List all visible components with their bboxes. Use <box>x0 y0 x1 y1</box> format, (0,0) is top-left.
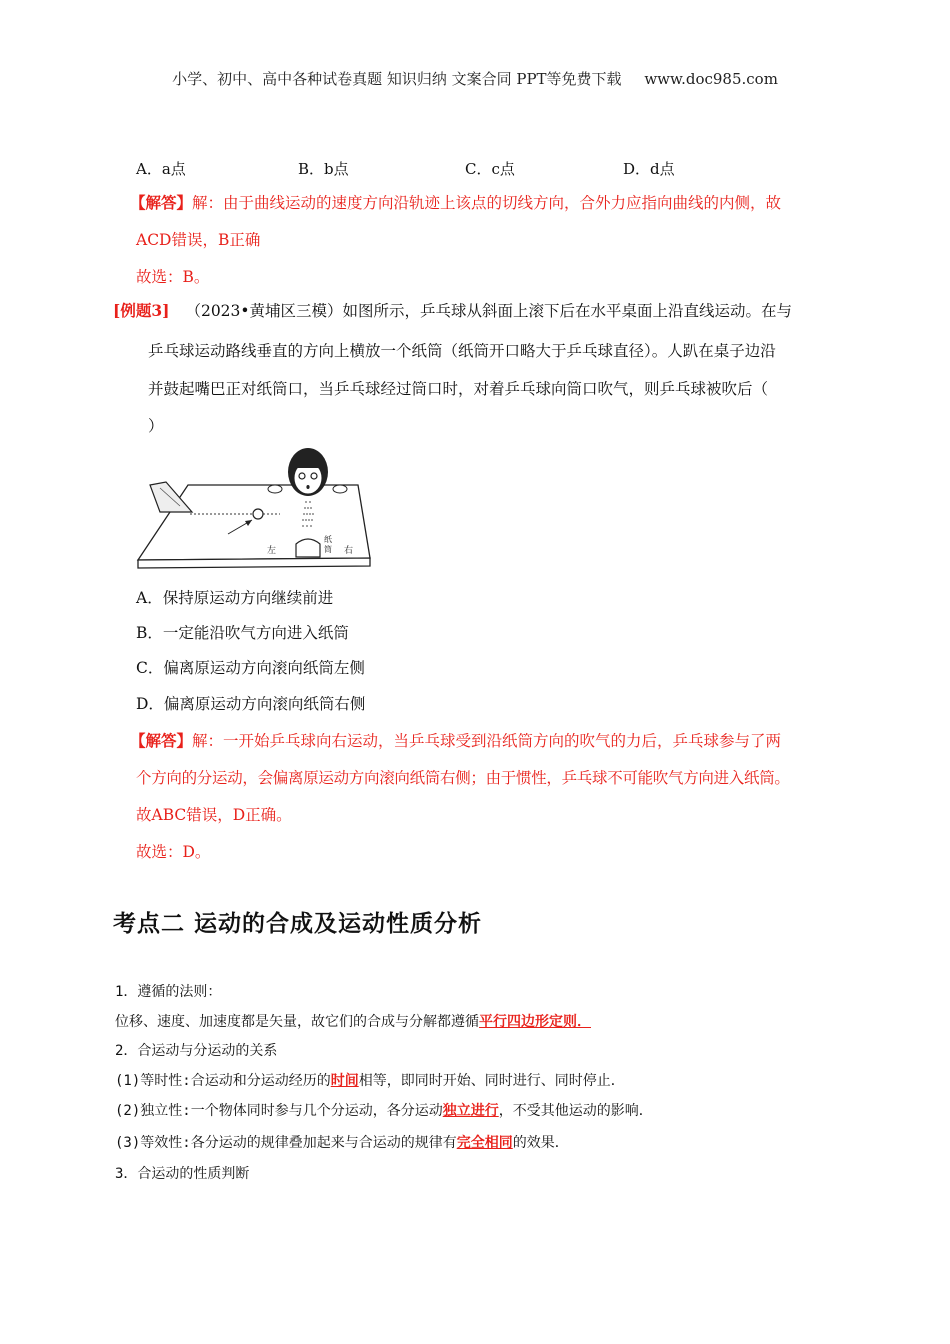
line-a-pre: (1)等时性:合运动和分运动经历的 <box>115 1073 331 1089</box>
person-hand-right <box>333 485 347 493</box>
q3-tag: [例题3] <box>113 301 170 320</box>
paper-tube <box>296 539 320 557</box>
line-b-pre: (2)独立性:一个物体同时参与几个分运动，各分运动 <box>115 1103 443 1119</box>
q3-option-d: D．偏离原运动方向滚向纸筒右侧 <box>136 695 366 713</box>
q2-answer-line1 <box>130 193 781 213</box>
table-edge <box>138 558 370 568</box>
line-b-highlight: 独立进行 <box>442 1103 499 1119</box>
line-b-post: ，不受其他运动的影响． <box>498 1103 653 1119</box>
section-item1-head: 1．遵循的法则： <box>115 984 222 1000</box>
q3-answer-line3: 故ABC错误，D正确。 <box>136 806 292 824</box>
line-c-highlight: 完全相同 <box>456 1135 513 1151</box>
q2-choice: 故选：B。 <box>136 268 210 286</box>
label-tube-1: 纸 <box>324 535 332 544</box>
section-item3-head: 3．合运动的性质判断 <box>115 1166 250 1182</box>
q2-option-b: B．b点 <box>298 160 349 178</box>
q3-answer-tag: 【解答】 <box>130 731 193 750</box>
ping-pong-ball <box>253 509 263 519</box>
q3-answer-line2: 个方向的分运动，会偏离原运动方向滚向纸筒右侧；由于惯性，乒乓球不可能吹气方向进入纸筒。 <box>136 769 790 787</box>
section-item1-body <box>115 1013 591 1031</box>
q2-answer-text1: 解：由于曲线运动的速度方向沿轨迹上该点的切线方向，合外力应指向曲线的内侧，故 <box>192 194 782 212</box>
section-title: 考点二 运动的合成及运动性质分析 <box>113 911 483 937</box>
q2-option-c: C．c点 <box>465 160 515 178</box>
q2-option-a: A．a点 <box>136 160 186 178</box>
q3-stem-line2: 乒乓球运动路线垂直的方向上横放一个纸筒（纸筒开口略大于乒乓球直径）。人趴在桌子边沿 <box>148 342 776 360</box>
q3-choice: 故选：D。 <box>136 843 211 861</box>
section-line-a <box>115 1072 625 1090</box>
q3-stem-line4: ） <box>148 417 164 435</box>
q3-figure <box>130 440 380 570</box>
q3-answer-line1 <box>130 731 781 751</box>
person-eye-right <box>311 473 317 479</box>
q3-stem-line1 <box>113 301 792 321</box>
q3-option-c: C．偏离原运动方向滚向纸筒左侧 <box>136 659 365 677</box>
person-mouth <box>306 485 309 489</box>
line-c-post: 的效果． <box>512 1135 569 1151</box>
person-eye-left <box>299 473 305 479</box>
q2-option-d: D．d点 <box>623 160 675 178</box>
q2-answer-tag: 【解答】 <box>130 193 193 212</box>
person-hand-left <box>268 485 282 493</box>
label-left: 左 <box>267 546 277 556</box>
header-text: 小学、初中、高中各种试卷真题 知识归纳 文案合同 PPT等免费下载 <box>172 70 622 88</box>
q3-answer-text1: 解：一开始乒乓球向右运动，当乒乓球受到沿纸筒方向的吹气的力后，乒乓球参与了两 <box>192 732 782 750</box>
q2-answer-line2: ACD错误，B正确 <box>136 231 261 249</box>
q3-option-b: B．一定能沿吹气方向进入纸筒 <box>136 624 349 642</box>
line-a-highlight: 时间 <box>330 1073 359 1089</box>
line-a-post: 相等，即同时开始、同时进行、同时停止． <box>358 1073 625 1089</box>
page-header <box>0 68 950 89</box>
item1-highlight: 平行四边形定则． <box>479 1014 591 1030</box>
item1-text: 位移、速度、加速度都是矢量，故它们的合成与分解都遵循 <box>115 1014 479 1030</box>
line-c-pre: (3)等效性:各分运动的规律叠加起来与合运动的规律有 <box>115 1135 457 1151</box>
label-tube-2: 筒 <box>324 545 332 554</box>
q2-options <box>136 158 675 179</box>
section-item2-head: 2．合运动与分运动的关系 <box>115 1043 278 1059</box>
q3-stem-line3: 并鼓起嘴巴正对纸筒口，当乒乓球经过筒口时，对着乒乓球向筒口吹气，则乒乓球被吹后（ <box>148 380 769 398</box>
header-site-link[interactable]: www.doc985.com <box>644 70 778 88</box>
q3-stem-text1: （2023•黄埔区三模）如图所示，乒乓球从斜面上滚下后在水平桌面上沿直线运动。在与 <box>185 302 793 320</box>
label-right: 右 <box>344 546 354 556</box>
q3-option-a: A．保持原运动方向继续前进 <box>136 589 334 607</box>
section-line-c <box>115 1134 569 1152</box>
section-line-b <box>115 1102 653 1120</box>
